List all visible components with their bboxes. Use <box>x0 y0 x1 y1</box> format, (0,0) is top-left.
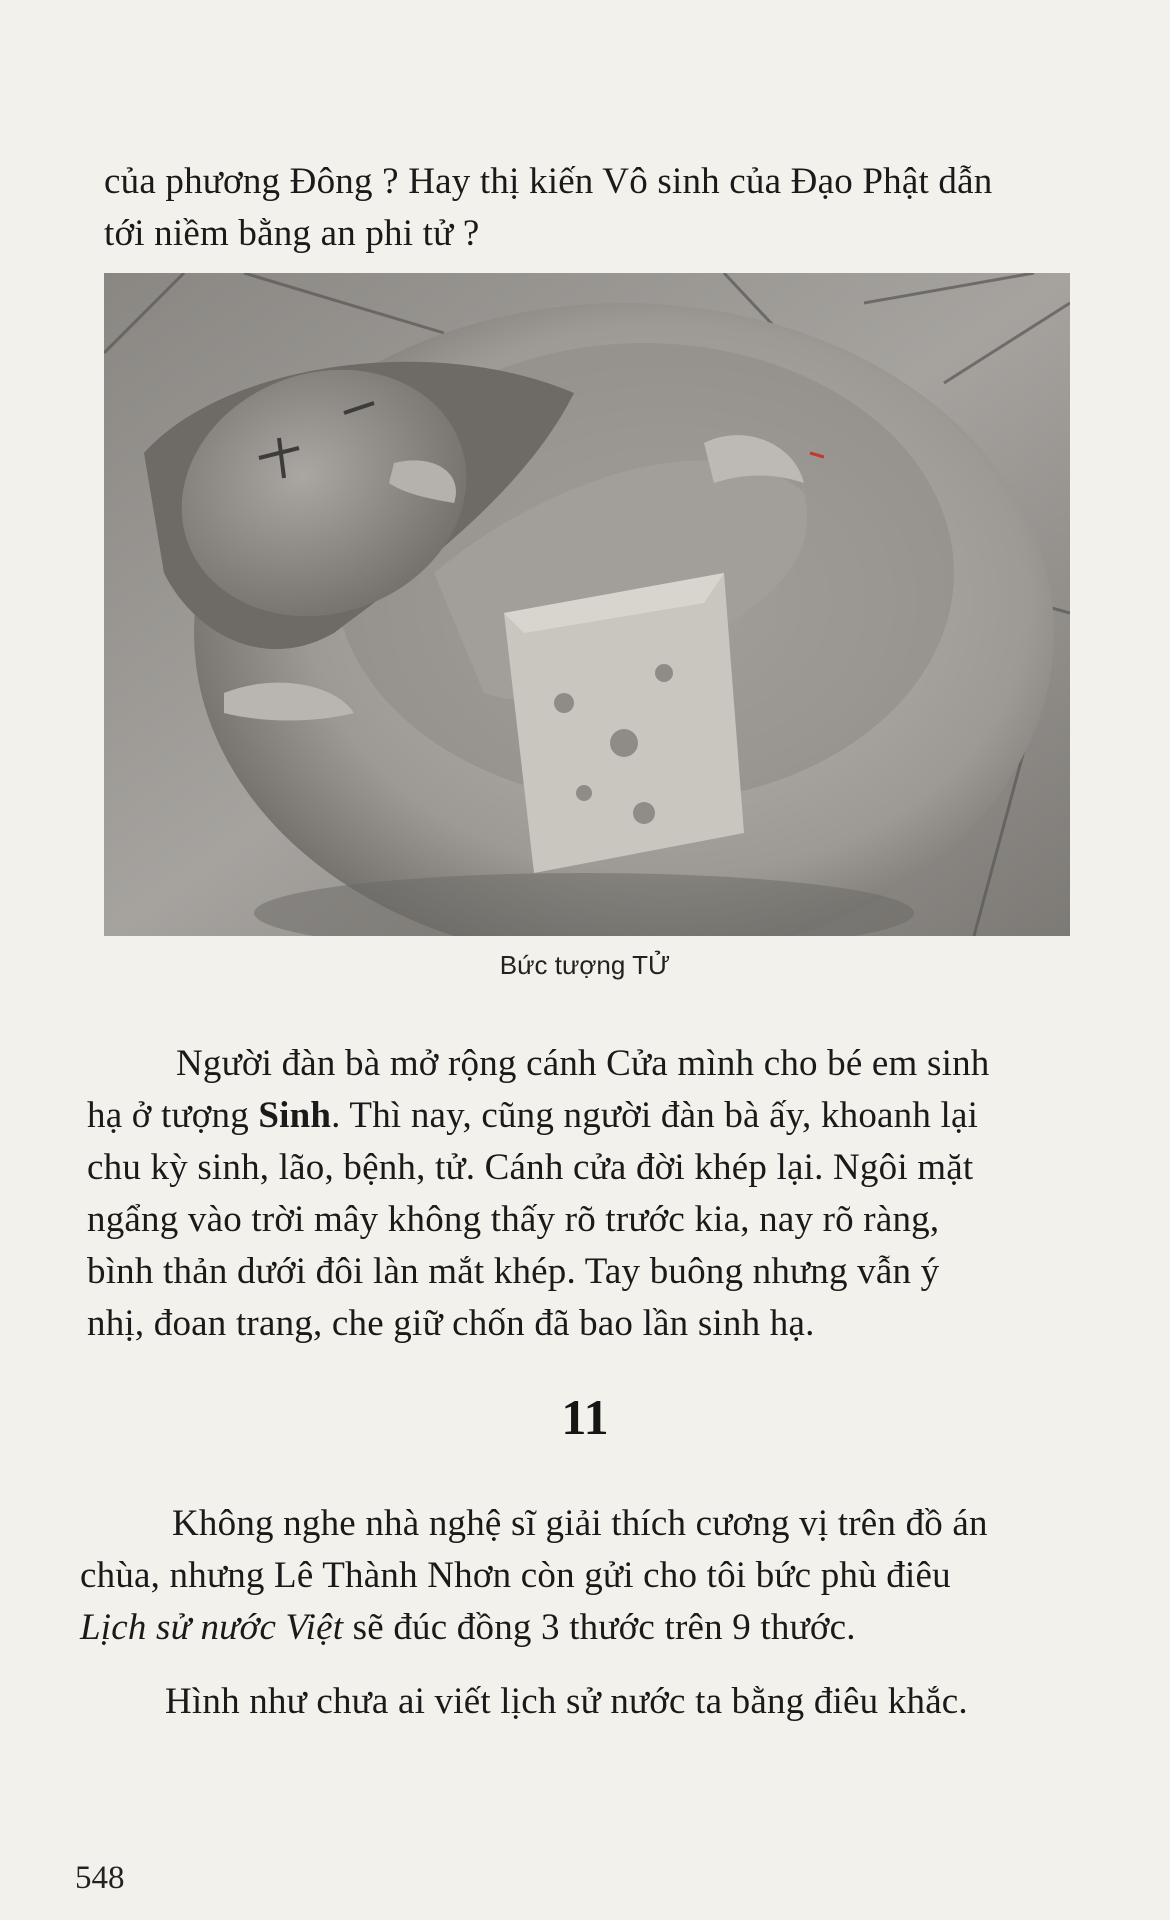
text-line: chùa, nhưng Lê Thành Nhơn còn gửi cho tôi bức phù điêu <box>80 1555 951 1596</box>
text-span: . Thì nay, cũng người đàn bà ấy, khoanh lại <box>331 1095 979 1136</box>
figure-caption: Bức tượng TỬ <box>499 950 671 980</box>
text-line: Không nghe nhà nghệ sĩ giải thích cương vị trên đồ án <box>172 1503 988 1544</box>
text-line: ngẩng vào trời mây không thấy rõ trước kia, nay rõ ràng, <box>87 1199 940 1240</box>
statue-image <box>104 273 1070 936</box>
chapter-number: 11 <box>561 1389 609 1445</box>
text-line: Hình như chưa ai viết lịch sử nước ta bằng điêu khắc. <box>165 1681 968 1722</box>
text-line <box>87 1094 978 1137</box>
text-line: bình thản dưới đôi làn mắt khép. Tay buông nhưng vẫn ý <box>87 1251 940 1292</box>
book-title: Lịch sử nước Việt <box>80 1607 344 1648</box>
statue-photo <box>104 273 1070 936</box>
text-line: của phương Đông ? Hay thị kiến Vô sinh của Đạo Phật dẫn <box>104 161 993 202</box>
text-line: chu kỳ sinh, lão, bệnh, tử. Cánh cửa đời khép lại. Ngôi mặt <box>87 1147 974 1188</box>
page-number: 548 <box>75 1860 125 1896</box>
text-line: tới niềm bằng an phi tử ? <box>104 213 480 254</box>
text-span: sẽ đúc đồng 3 thước trên 9 thước. <box>343 1607 856 1648</box>
text-line <box>80 1606 856 1649</box>
text-line: Người đàn bà mở rộng cánh Cửa mình cho bé em sinh <box>176 1043 990 1084</box>
text-line: nhị, đoan trang, che giữ chốn đã bao lần sinh hạ. <box>87 1303 815 1344</box>
bold-word: Sinh <box>258 1095 332 1136</box>
text-span: hạ ở tượng <box>87 1095 259 1136</box>
